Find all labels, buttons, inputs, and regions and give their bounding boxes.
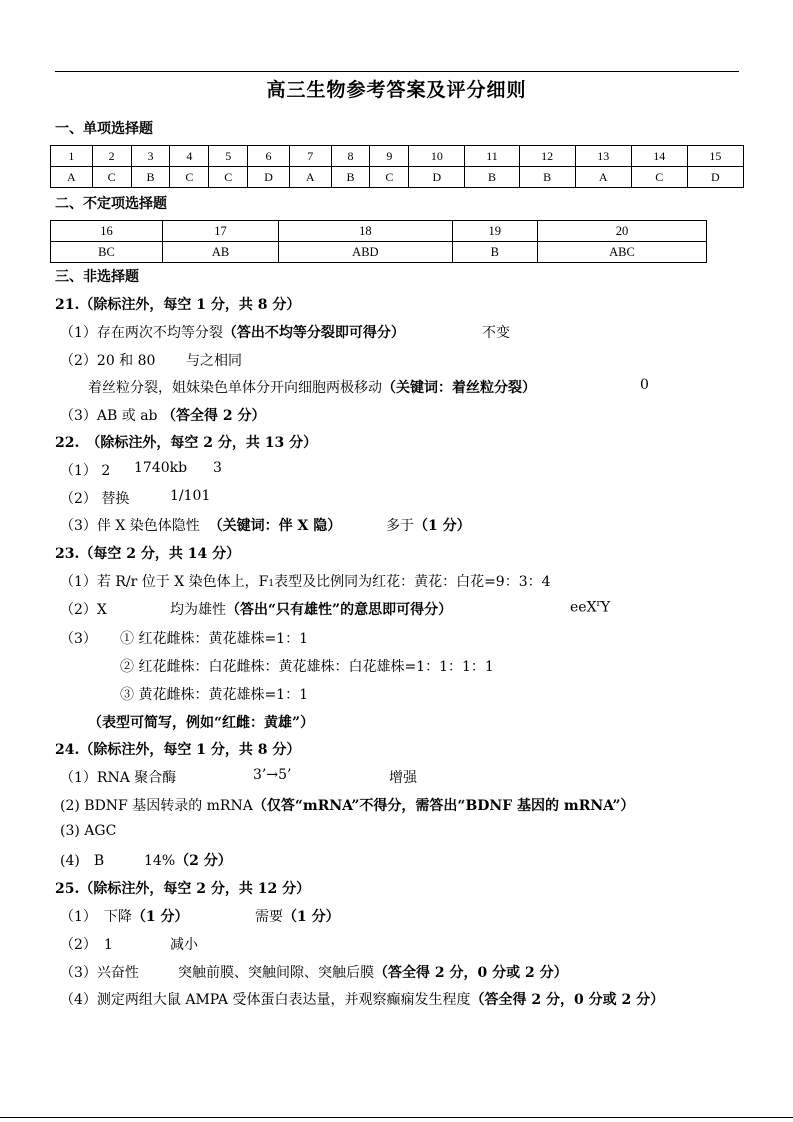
question-number-cell: 10 [409, 146, 465, 167]
answer-cell: B [465, 167, 519, 188]
q21-l1-answer: （1）存在两次不均等分裂 [60, 325, 223, 341]
section2-heading: 二、不定项选择题 [55, 196, 167, 212]
q25-heading: 25.（除标注外，每空 2 分，共 12 分） [55, 881, 311, 897]
q24-l2-note: （仅答“mRNA”不得分，需答出“BDNF 基因的 mRNA”） [252, 798, 635, 814]
q24-line2 [60, 795, 634, 815]
q24-l1-answer: （1）RNA 聚合酶 [60, 770, 177, 786]
answer-cell: A [289, 167, 331, 188]
q25-l1-answer: （1） 下降 [60, 909, 132, 925]
q21-l4-answer: （3）AB 或 ab [60, 408, 158, 424]
q23-line1 [60, 571, 551, 591]
q21-l2-answer2: 与之相同 [186, 353, 242, 369]
q21-l3-note: （关键词：着丝粒分裂） [382, 380, 536, 396]
answer-cell: AB [162, 242, 278, 263]
answer-cell: BC [51, 242, 163, 263]
q22-l3-answer: （3）伴 X 染色体隐性 [60, 518, 200, 534]
q25-line1b [255, 906, 340, 926]
answer-cell: C [631, 167, 687, 188]
q23-genotype-y: Y [600, 599, 611, 616]
answer-cell: B [131, 167, 170, 188]
q25-l1-score: （1 分） [131, 909, 189, 925]
question-number-cell: 12 [519, 146, 575, 167]
q25-line4 [60, 989, 664, 1009]
question-number-cell: 16 [51, 221, 163, 242]
q25-line1 [60, 906, 189, 926]
q21-line3 [88, 377, 536, 397]
q22-line3 [60, 515, 341, 535]
answer-cell: B [452, 242, 537, 263]
q23-l2-answer: （2）X [60, 602, 107, 618]
q23-l2-answer2: 均为雄性 [170, 602, 226, 618]
q23-l2-genotype [570, 599, 610, 616]
question-number-cell: 4 [170, 146, 209, 167]
q23-note: （表型可简写，例如“红雌：黄雄”） [88, 715, 315, 731]
multi-choice-answer-table [50, 220, 707, 263]
answer-cell: C [209, 167, 248, 188]
answer-cell: B [519, 167, 575, 188]
question-number-row [51, 146, 744, 167]
answer-cell: ABD [279, 242, 452, 263]
question-number-cell: 2 [92, 146, 131, 167]
answer-cell: D [687, 167, 743, 188]
question-number-cell: 8 [331, 146, 370, 167]
section1-heading: 一、单项选择题 [55, 121, 153, 137]
q21-l3-answer: 着丝粒分裂，姐妹染色单体分开向细胞两极移动 [88, 380, 382, 396]
q22-l2-answer: （2） 替换 [60, 491, 130, 507]
question-number-cell: 7 [289, 146, 331, 167]
q23-genotype-base: eeX [570, 599, 597, 616]
question-number-cell: 6 [248, 146, 290, 167]
question-number-row [51, 221, 707, 242]
q24-heading: 24.（除标注外，每空 1 分，共 8 分） [55, 742, 301, 758]
question-number-cell: 1 [51, 146, 93, 167]
q23-l1-answer: 表型及比例同为红花：黄花：白花=9：3：4 [274, 574, 551, 590]
q24-l4-answer2: 14% [144, 853, 176, 869]
answer-row [51, 242, 707, 263]
question-number-cell: 19 [452, 221, 537, 242]
answer-cell: B [331, 167, 370, 188]
q24-l1-answer3: 增强 [389, 770, 417, 786]
bottom-rule [0, 1117, 793, 1118]
answer-cell: D [248, 167, 290, 188]
page-title: 高三生物参考答案及评分细则 [266, 79, 527, 101]
q23-line2 [170, 599, 452, 619]
q25-l4-note: （答全得 2 分，0 分或 2 分） [470, 992, 665, 1008]
q21-l3-answer2: 0 [640, 377, 649, 393]
q23-l1-subscript: 1 [268, 579, 275, 589]
question-number-cell: 5 [209, 146, 248, 167]
q23-l3-label: （3） [60, 631, 97, 647]
answer-cell: D [409, 167, 465, 188]
q22-l1-answer3: 3 [213, 460, 222, 476]
q22-l2-answer2: 1/101 [170, 488, 211, 504]
q21-line1 [60, 322, 405, 342]
answer-cell: C [92, 167, 131, 188]
answer-cell: A [575, 167, 631, 188]
answer-cell: C [170, 167, 209, 188]
q22-l3-answer2: 多于 [386, 518, 414, 534]
top-rule [55, 71, 739, 72]
answer-cell: A [51, 167, 93, 188]
question-number-cell: 9 [370, 146, 409, 167]
question-number-cell: 13 [575, 146, 631, 167]
answer-cell: C [370, 167, 409, 188]
q23-l2-note: （答出“只有雄性”的意思即可得分） [226, 602, 453, 618]
q21-l1-note: （答出不均等分裂即可得分） [222, 325, 405, 341]
question-number-cell: 14 [631, 146, 687, 167]
q25-l2-answer: （2） 1 [60, 937, 113, 953]
answer-cell: ABC [538, 242, 707, 263]
q24-l1-answer2: 3’→5’ [253, 767, 292, 783]
q22-line3b [386, 515, 471, 535]
question-number-cell: 15 [687, 146, 743, 167]
q21-l4-note: （答全得 2 分） [161, 408, 266, 424]
q25-l1-score2: （1 分） [283, 909, 340, 925]
q21-line4 [60, 405, 265, 425]
section3-heading: 三、非选择题 [55, 269, 139, 285]
q22-l3-score: （1 分） [414, 518, 471, 534]
q25-l1-answer2: 需要 [255, 909, 283, 925]
q21-heading: 21.（除标注外，每空 1 分，共 8 分） [55, 297, 301, 313]
q21-l1-answer2: 不变 [482, 325, 510, 341]
q24-l3-answer: (3) AGC [60, 823, 117, 839]
question-number-cell: 3 [131, 146, 170, 167]
question-number-cell: 20 [538, 221, 707, 242]
q24-l4-score: （2 分） [175, 853, 232, 869]
q23-genotype-sup: r [596, 599, 601, 609]
q22-l1-answer: （1） 2 [60, 463, 111, 479]
q25-l2-answer2: 减小 [170, 937, 198, 953]
question-number-cell: 18 [279, 221, 452, 242]
q25-l3-answer: （3）兴奋性 [60, 965, 139, 981]
question-number-cell: 17 [162, 221, 278, 242]
q25-l3-answer2: 突触前膜、突触间隙、突触后膜 [178, 965, 374, 981]
q22-l1-answer2: 1740kb [134, 460, 188, 476]
q24-l2-answer: (2) BDNF 基因转录的 mRNA [60, 798, 253, 814]
q22-l3-note: （关键词：伴 X 隐） [208, 518, 342, 534]
q24-line4b [144, 850, 232, 870]
q21-l2-answer: （2）20 和 80 [60, 353, 156, 369]
q25-l3-note: （答全得 2 分，0 分或 2 分） [374, 965, 568, 981]
single-choice-answer-table [50, 145, 744, 188]
q23-l3-answer: ① 红花雌株：黄花雄株=1：1 [120, 631, 308, 647]
q23-l4-answer: ② 红花雌株：白花雌株：黄花雄株：白花雄株=1：1：1：1 [120, 659, 494, 675]
q24-l4-answer: (4) B [60, 853, 105, 869]
q25-l4-answer: （4）测定两组大鼠 AMPA 受体蛋白表达量，并观察癫痫发生程度 [60, 992, 471, 1008]
q23-l1-prefix: （1）若 R/r 位于 X 染色体上，F [60, 574, 269, 590]
q23-l5-answer: ③ 黄花雌株：黄花雄株=1：1 [120, 687, 308, 703]
q23-heading: 23.（每空 2 分，共 14 分） [55, 546, 241, 562]
question-number-cell: 11 [465, 146, 519, 167]
answer-row [51, 167, 744, 188]
q22-heading: 22. （除标注外，每空 2 分，共 13 分） [55, 435, 318, 451]
q25-line3b [178, 962, 568, 982]
